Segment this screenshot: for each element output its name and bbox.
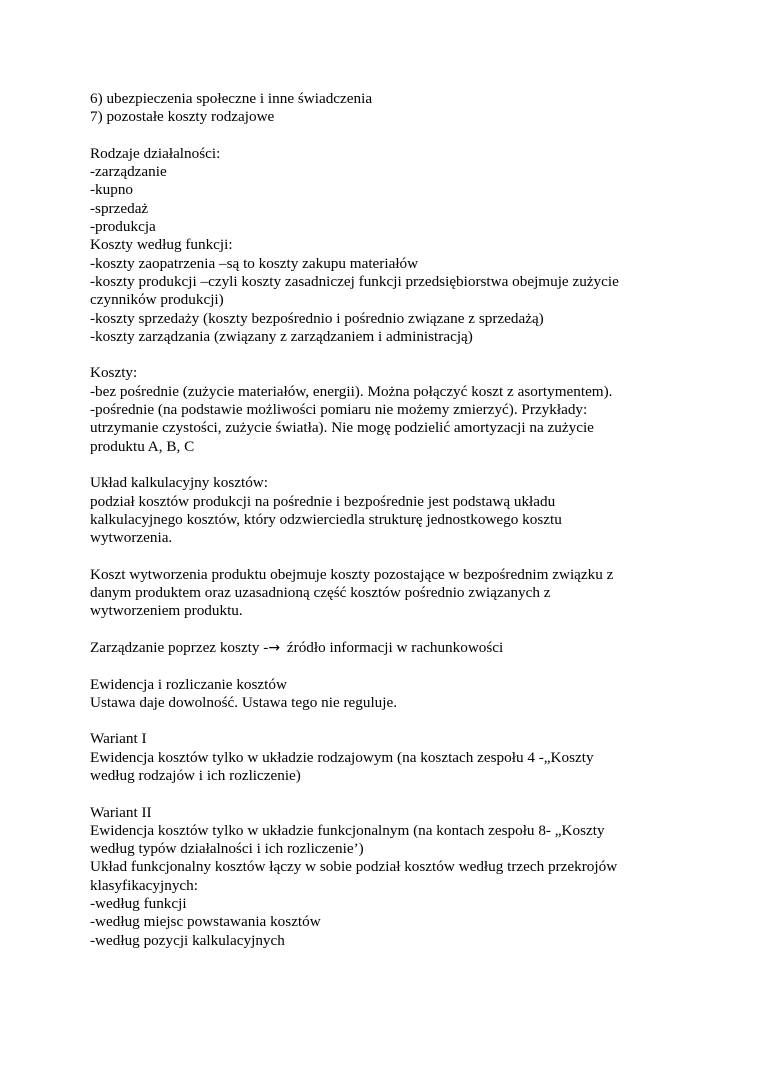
text-line: Rodzaje działalności: [90, 144, 221, 162]
text-line: -zarządzanie [90, 163, 167, 181]
paragraph-gap [90, 712, 680, 730]
right-arrow-icon: → [268, 639, 281, 656]
text-line: wytworzeniem produktu. [90, 602, 243, 620]
text-line: Koszt wytworzenia produktu obejmuje koszty pozostające w bezpośrednim związku z [90, 565, 614, 583]
text-line: Ewidencja i rozliczanie kosztów [90, 675, 287, 693]
text-line: -koszty zaopatrzenia –są to koszty zakupu materiałów [90, 254, 419, 272]
text-line: Wariant I [90, 730, 147, 748]
text-line: -według miejsc powstawania kosztów [90, 913, 321, 931]
paragraph-gap [90, 657, 680, 675]
text-line: klasyfikacyjnych: [90, 876, 198, 894]
text-line: -pośrednie (na podstawie możliwości pomiaru nie możemy zmierzyć). Przykłady: [90, 401, 588, 419]
text-line: -bez pośrednie (zużycie materiałów, energii). Można połączyć koszt z asortymentem). [90, 382, 613, 400]
text-line: Ewidencja kosztów tylko w układzie funkcjonalnym (na kontach zespołu 8- „Koszty [90, 821, 605, 839]
text-line: czynników produkcji) [90, 291, 224, 309]
text-line: Koszty: [90, 364, 138, 382]
text-line: Ewidencja kosztów tylko w układzie rodzajowym (na kosztach zespołu 4 -„Koszty [90, 748, 594, 766]
text-line: Układ funkcjonalny kosztów łączy w sobie podział kosztów według trzech przekrojów [90, 858, 618, 876]
paragraph-gap [90, 785, 680, 803]
text-line: produktu A, B, C [90, 437, 195, 455]
text-line: według typów działalności i ich rozliczenie’) [90, 840, 364, 858]
paragraph-gap [90, 547, 680, 565]
arrow-line [90, 639, 680, 657]
document-page [90, 90, 680, 950]
text-line: kalkulacyjnego kosztów, który odzwierciedla strukturę jednostkowego kosztu [90, 510, 562, 528]
text-line: -według funkcji [90, 895, 187, 913]
text-line: Ustawa daje dowolność. Ustawa tego nie reguluje. [90, 693, 398, 711]
paragraph-gap [90, 456, 680, 474]
text-line: -według pozycji kalkulacyjnych [90, 931, 285, 949]
paragraph-gap [90, 621, 680, 639]
text-line: danym produktem oraz uzasadnioną część kosztów pośrednio związanych z [90, 584, 551, 602]
text-line: -koszty produkcji –czyli koszty zasadniczej funkcji przedsiębiorstwa obejmuje zużycie [90, 272, 619, 290]
text-line: utrzymanie czystości, zużycie światła). Nie mogę podzielić amortyzacji na zużycie [90, 419, 594, 437]
arrow-line-before: Zarządzanie poprzez koszty - [90, 638, 269, 656]
text-line: -koszty sprzedaży (koszty bezpośrednio i pośrednio związane z sprzedażą) [90, 309, 544, 327]
text-line: Wariant II [90, 803, 152, 821]
text-line: podział kosztów produkcji na pośrednie i bezpośrednie jest podstawą układu [90, 492, 556, 510]
paragraph-gap [90, 127, 680, 145]
document-body-top [90, 90, 680, 639]
text-line: Układ kalkulacyjny kosztów: [90, 474, 268, 492]
document-body-bottom [90, 676, 680, 950]
text-line: wytworzenia. [90, 529, 173, 547]
text-line: według rodzajów i ich rozliczenie) [90, 766, 301, 784]
text-line: -kupno [90, 181, 134, 199]
paragraph-gap [90, 346, 680, 364]
text-line: -koszty zarządzania (związany z zarządzaniem i administracją) [90, 327, 473, 345]
arrow-line-after: źródło informacji w rachunkowości [283, 638, 504, 656]
text-line: 6) ubezpieczenia społeczne i inne świadczenia [90, 90, 373, 107]
text-line: -sprzedaż [90, 199, 149, 217]
text-line: -produkcja [90, 218, 156, 236]
text-line: Koszty według funkcji: [90, 236, 233, 254]
text-line: 7) pozostałe koszty rodzajowe [90, 108, 275, 126]
